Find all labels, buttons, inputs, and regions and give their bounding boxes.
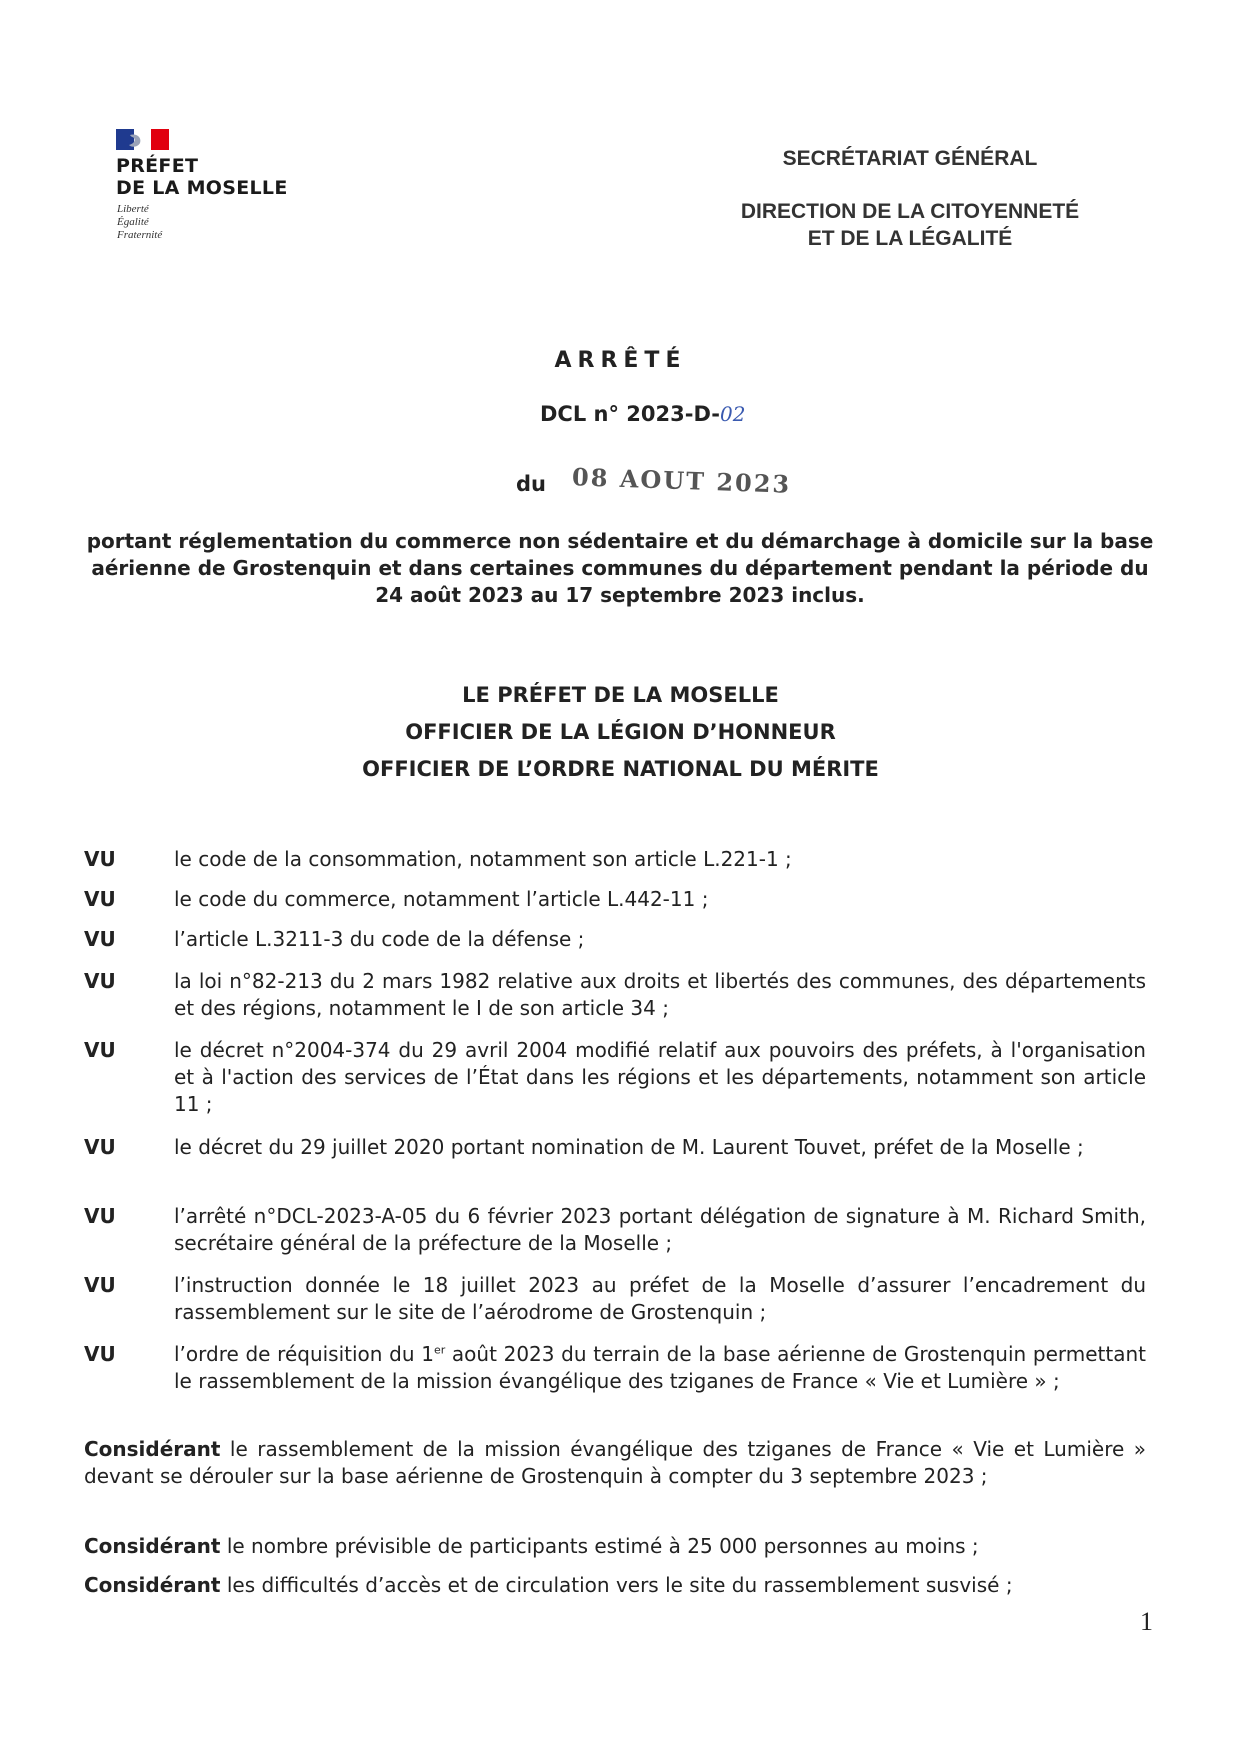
dcl-number (540, 402, 840, 426)
considerant-label: Considérant (84, 1437, 221, 1461)
vu-label: VU (84, 1038, 116, 1062)
logo-title (116, 155, 288, 199)
vu-text: le décret du 29 juillet 2020 portant nomination de M. Laurent Touvet, préfet de la Moselle ; (174, 1135, 1084, 1159)
vu-text: l’instruction donnée le 18 juillet 2023 au préfet de la Moselle d’assurer l’encadrement du rassemblement sur le site de l’aérodrome de Grostenquin ; (174, 1273, 1146, 1324)
considerant-item (84, 1572, 1146, 1599)
du-label: du (516, 472, 546, 496)
vu-text: le code de la consommation, notamment son article L.221-1 ; (174, 847, 792, 871)
considerant-item (84, 1436, 1146, 1490)
motto-liberte: Liberté (117, 203, 149, 215)
vu-last-sup: er (433, 1343, 446, 1357)
vu-label: VU (84, 969, 116, 993)
vu-label: VU (84, 927, 116, 951)
dcl-prefix: DCL n° 2023-D- (540, 402, 720, 426)
vu-label: VU (84, 1342, 116, 1366)
header-secretariat: SECRÉTARIAT GÉNÉRAL (782, 147, 1038, 170)
vu-label: VU (84, 887, 116, 911)
dcl-handwritten-number: 02 (720, 402, 746, 426)
vu-label: VU (84, 847, 116, 871)
vu-label: VU (84, 1135, 116, 1159)
vu-text: l’arrêté n°DCL-2023-A-05 du 6 février 2023 portant délégation de signature à M. Richard Smith, secrétaire général de la préfecture de la Moselle ; (174, 1204, 1146, 1255)
considerant-text: le rassemblement de la mission évangélique des tziganes de France « Vie et Lumière » devant se dérouler sur la base aérienne de Grostenquin à compter du 3 septembre 2023 ; (84, 1437, 1146, 1488)
marianne-flag-icon (116, 129, 169, 150)
logo-title-line1: PRÉFET (116, 155, 199, 177)
vu-text: l’article L.3211-3 du code de la défense ; (174, 927, 585, 951)
vu-text: la loi n°82-213 du 2 mars 1982 relative aux droits et libertés des communes, des départements et des régions, notamment le I de son article 34 ; (174, 969, 1146, 1020)
logo-motto (117, 203, 162, 242)
page-number: 1 (1140, 1607, 1153, 1636)
considerant-label: Considérant (84, 1573, 221, 1597)
vu-text: le décret n°2004-374 du 29 avril 2004 modifié relatif aux pouvoirs des préfets, à l'organisation et à l'action des services de l’État dans les régions et les départements, notamment son article 11 ; (174, 1038, 1146, 1116)
motto-egalite: Égalité (117, 216, 149, 228)
prefet-line1: LE PRÉFET DE LA MOSELLE (462, 683, 779, 707)
vu-last-part2: août 2023 du terrain de la base aérienne de Grostenquin permettant le rassemblement de la mission évangélique des tziganes de France « Vie et Lumière » ; (174, 1342, 1146, 1393)
motto-fraternite: Fraternité (117, 229, 163, 241)
prefet-line2: OFFICIER DE LA LÉGION D’HONNEUR (405, 720, 836, 744)
arrete-title: ARRÊTÉ (554, 348, 687, 373)
vu-label: VU (84, 1273, 116, 1297)
vu-text (174, 1341, 1146, 1395)
vu-last-part1: l’ordre de réquisition du 1 (174, 1342, 434, 1366)
prefet-titles (0, 677, 1241, 788)
prefet-line3: OFFICIER DE L’ORDRE NATIONAL DU MÉRITE (362, 757, 879, 781)
vu-text: le code du commerce, notamment l’article L.442-11 ; (174, 887, 709, 911)
considerant-item (84, 1533, 1146, 1560)
header-direction-line2: ET DE LA LÉGALITÉ (807, 227, 1013, 250)
header-direction-line1: DIRECTION DE LA CITOYENNETÉ (740, 200, 1080, 223)
considerant-label: Considérant (84, 1534, 221, 1558)
header-direction (700, 198, 1120, 252)
date-stamp: 08 AOUT 2023 (571, 462, 792, 499)
considerant-text: le nombre prévisible de participants estimé à 25 000 personnes au moins ; (220, 1534, 979, 1558)
arrete-subject: portant réglementation du commerce non sédentaire et du démarchage à domicile sur la base aérienne de Grostenquin et dans certaines communes du département pendant la période du 24 août 2023 au 17 septembre 2023 inclus. (86, 529, 1154, 607)
vu-label: VU (84, 1204, 116, 1228)
logo-title-line2: DE LA MOSELLE (116, 177, 288, 199)
considerant-text: les difficultés d’accès et de circulation vers le site du rassemblement susvisé ; (220, 1573, 1013, 1597)
